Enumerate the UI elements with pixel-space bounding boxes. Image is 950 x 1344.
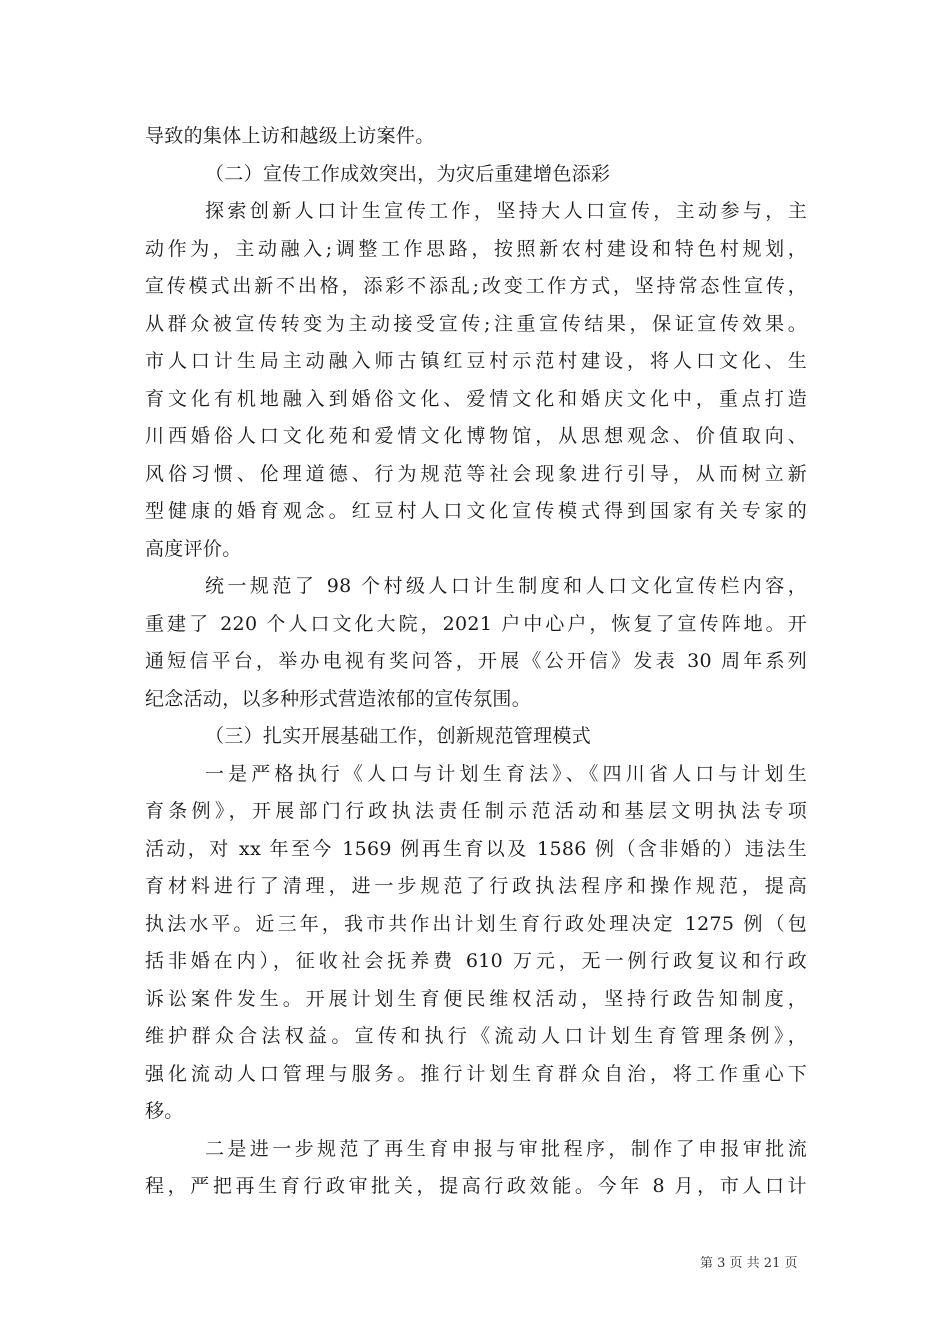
text-line: 重建了 220 个人口文化大院，2021 户中心户，恢复了宣传阵地。开 [145, 612, 807, 635]
text-line: 育文化有机地融入到婚俗文化、爱情文化和婚庆文化中，重点打造 [145, 387, 807, 410]
text-line: 强化流动人口管理与服务。推行计划生育群众自治，将工作重心下 [145, 1062, 807, 1085]
text-line: 一是严格执行《人口与计划生育法》、《四川省人口与计划生 [205, 762, 807, 785]
text-line: 育材料进行了清理，进一步规范了行政执法程序和操作规范，提高 [145, 875, 807, 897]
text-line: 二是进一步规范了再生育申报与审批程序，制作了申报审批流 [205, 1137, 807, 1160]
text-line: 导致的集体上访和越级上访案件。 [145, 125, 435, 147]
text-line: 移。 [145, 1100, 184, 1122]
text-line: 纪念活动，以多种形式营造浓郁的宣传氛围。 [145, 687, 532, 710]
text-line: 括非婚在内），征收社会抚养费 610 万元，无一例行政复议和行政 [145, 950, 807, 972]
section-heading: （二）宣传工作成效突出，为灾后重建增色添彩 [205, 162, 611, 185]
text-line: 市人口计生局主动融入师古镇红豆村示范村建设，将人口文化、生 [145, 350, 807, 372]
text-line: 统一规范了 98 个村级人口计生制度和人口文化宣传栏内容， [205, 575, 807, 597]
text-line: 诉讼案件发生。开展计划生育便民维权活动，坚持行政告知制度， [145, 987, 807, 1010]
text-line: 育条例》，开展部门行政执法责任制示范活动和基层文明执法专项 [145, 800, 807, 822]
text-line: 活动，对 xx 年至今 1569 例再生育以及 1586 例（含非婚的）违法生 [145, 837, 807, 860]
text-line: 程，严把再生育行政审批关，提高行政效能。今年 8 月，市人口计 [145, 1175, 807, 1197]
text-line: 探索创新人口计生宣传工作，坚持大人口宣传，主动参与，主 [205, 200, 807, 222]
document-body [145, 118, 807, 1206]
text-line: 型健康的婚育观念。红豆村人口文化宣传模式得到国家有关专家的 [145, 500, 807, 522]
page-number: 第 3 页 共 21 页 [700, 1256, 798, 1271]
text-line: 风俗习惯、伦理道德、行为规范等社会现象进行引导，从而树立新 [145, 462, 807, 485]
text-line: 动作为，主动融入;调整工作思路，按照新农村建设和特色村规划， [145, 237, 807, 260]
text-line: 执法水平。近三年，我市共作出计划生育行政处理决定 1275 例（包 [145, 912, 807, 935]
text-line: 维护群众合法权益。宣传和执行《流动人口计划生育管理条例》， [145, 1025, 807, 1047]
section-heading: （三）扎实开展基础工作，创新规范管理模式 [205, 725, 592, 747]
text-line: 宣传模式出新不出格，添彩不添乱;改变工作方式，坚持常态性宣传， [145, 275, 807, 297]
text-line: 川西婚俗人口文化苑和爱情文化博物馆，从思想观念、价值取向、 [145, 425, 807, 447]
text-line: 高度评价。 [145, 537, 242, 560]
text-line: 通短信平台，举办电视有奖问答，开展《公开信》发表 30 周年系列 [145, 650, 807, 672]
text-line: 从群众被宣传转变为主动接受宣传;注重宣传结果，保证宣传效果。 [145, 312, 807, 335]
